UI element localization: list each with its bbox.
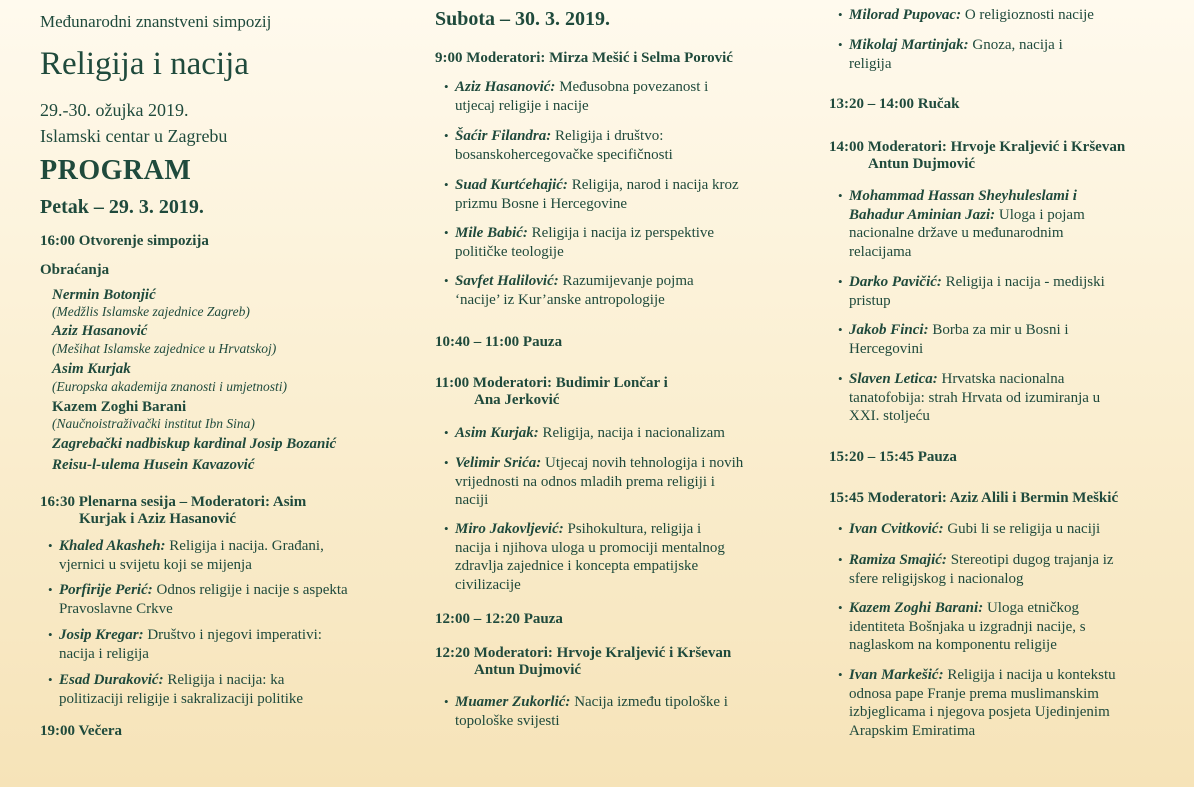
bullet: • [48, 627, 53, 642]
bullet: • [838, 552, 843, 567]
talk-title: Nacija između tipološke i [570, 694, 728, 710]
lunch-time: 13:20 – 14:00 Ručak [829, 96, 960, 112]
speaker-name: Mile Babić: [455, 225, 528, 241]
bullet: • [444, 273, 449, 288]
talk-title-cont: bosanskohercegovačke specifičnosti [455, 146, 673, 163]
bullet: • [48, 672, 53, 687]
talk-title: Društvo i njegovi imperativi: [143, 627, 322, 643]
talk-title: Gubi li se religija u naciji [943, 521, 1101, 537]
speaker-name: Darko Pavičić: [849, 274, 942, 290]
speaker-name: Mikolaj Martinjak: [849, 37, 969, 53]
talk-title: Stereotipi dugog trajanja iz [946, 552, 1114, 568]
talk-title: Borba za mir u Bosni i [928, 322, 1069, 338]
bullet: • [838, 600, 843, 615]
speaker-name: Khaled Akasheh: [59, 538, 166, 554]
talk-item [455, 693, 728, 730]
talk-item [455, 176, 739, 213]
bullet: • [444, 425, 449, 440]
greeter-affiliation: (Medžlis Islamske zajednice Zagreb) [52, 304, 250, 319]
speaker-name: Jakob Finci: [849, 322, 929, 338]
speaker-name: Esad Duraković: [59, 672, 164, 688]
bullet: • [444, 521, 449, 536]
greeter-name: Zagrebački nadbiskup kardinal Josip Bozanić [52, 436, 337, 452]
session-heading [435, 645, 731, 679]
talk-title: Religija i nacija. Građani, [165, 538, 324, 554]
day-heading-friday: Petak – 29. 3. 2019. [40, 196, 204, 218]
talk-item [455, 272, 694, 309]
talk-title-cont: političke teologije [455, 243, 564, 260]
greeter-name: Aziz Hasanović [52, 323, 148, 339]
pause-time: 12:00 – 12:20 Pauza [435, 611, 563, 627]
talk-item [849, 6, 1094, 25]
bullet: • [444, 128, 449, 143]
talk-item [455, 454, 743, 510]
symposium-dates: 29.-30. ožujka 2019. [40, 100, 189, 120]
talk-title-cont: Hercegovini [849, 340, 924, 357]
bullet: • [444, 694, 449, 709]
bullet: • [838, 274, 843, 289]
bullet: • [838, 7, 843, 22]
talk-title: Religija i društvo: [551, 128, 664, 144]
session-heading: 15:45 Moderatori: Aziz Alili i Bermin Meškić [829, 490, 1119, 506]
session-line-1: 14:00 Moderatori: Hrvoje Kraljević i Krševan [829, 139, 1126, 155]
speaker-name: Milorad Pupovac: [849, 7, 962, 23]
talk-item [849, 273, 1105, 310]
talk-title-cont: XXI. stoljeću [849, 408, 930, 424]
talk-title: Međusobna povezanost i [555, 79, 709, 95]
talk-title: O religioznosti nacije [961, 7, 1094, 23]
talk-title: Religija, nacija i nacionalizam [538, 425, 725, 441]
plenary-session-heading [40, 494, 306, 528]
talk-title: Odnos religije i nacije s aspekta [152, 582, 348, 598]
talk-title-cont: ‘nacije’ iz Kur’anske antropologije [455, 291, 665, 308]
bullet: • [444, 455, 449, 470]
pause-time: 15:20 – 15:45 Pauza [829, 449, 957, 465]
greeter-affiliation: (Europska akademija znanosti i umjetnosti) [52, 379, 287, 394]
plenary-line-1: 16:30 Plenarna sesija – Moderatori: Asim [40, 494, 307, 510]
talk-item [849, 321, 1069, 358]
bullet: • [48, 538, 53, 553]
session-line-1: 12:20 Moderatori: Hrvoje Kraljević i Krševan [435, 645, 732, 661]
speaker-name: Ramiza Smajić: [849, 552, 947, 568]
greeter-affiliation: (Naučnoistraživački institut Ibn Sina) [52, 416, 255, 431]
session-line-2: Antun Dujmović [868, 156, 976, 172]
talk-title: Religija i nacija u kontekstu [943, 667, 1116, 683]
session-line-2: Antun Dujmović [474, 662, 582, 678]
talk-title: Religija, narod i nacija kroz [567, 177, 739, 193]
session-heading [435, 375, 668, 409]
speaker-name: Suad Kurtćehajić: [455, 177, 568, 193]
talk-title-cont: vrijednosti na odnos mladih prema religiji i [455, 473, 715, 490]
talk-item [849, 520, 1100, 539]
bullet: • [838, 667, 843, 682]
talk-item [849, 36, 1063, 73]
talk-item [455, 424, 725, 443]
speaker-name: Velimir Srića: [455, 455, 542, 471]
talk-title-cont: Pravoslavne Crkve [59, 600, 173, 617]
greeter-affiliation: (Mešihat Islamske zajednice u Hrvatskoj) [52, 341, 277, 356]
talk-title-cont: nacija i njihova uloga u promociji mentalnog [455, 539, 725, 556]
pause-time: 10:40 – 11:00 Pauza [435, 334, 563, 350]
session-heading: 9:00 Moderatori: Mirza Mešić i Selma Porović [435, 50, 733, 66]
talk-item [59, 537, 324, 574]
bullet: • [838, 521, 843, 536]
talk-title-cont: prizmu Bosne i Hercegovine [455, 195, 628, 212]
symposium-venue: Islamski centar u Zagrebu [40, 126, 228, 146]
greeter-name: Nermin Botonjić [52, 287, 156, 303]
talk-title: Uloga i pojam [995, 206, 1085, 223]
session-heading [829, 139, 1125, 173]
bullet: • [838, 371, 843, 386]
talk-item [849, 551, 1114, 588]
talk-title: Religija i nacija - medijski [941, 274, 1105, 290]
talk-item [849, 370, 1100, 426]
greeter-name: Reisu-l-ulema Husein Kavazović [52, 457, 255, 473]
speaker-name: Savfet Halilović: [455, 273, 559, 289]
talk-title-cont: vjernici u svijetu koji se mijenja [59, 556, 252, 573]
bullet: • [838, 37, 843, 52]
talk-item [455, 127, 673, 164]
dinner-time: 19:00 Večera [40, 723, 123, 739]
speaker-name: Muamer Zukorlić: [455, 694, 571, 710]
talk-title-cont: nacionalne države u međunarodnim [849, 225, 1064, 241]
greeter-name: Kazem Zoghi Barani [52, 399, 187, 415]
speaker-name: Ivan Markešić: [849, 667, 944, 683]
talk-title-cont: politizaciji religije i sakralizaciji politike [59, 690, 304, 707]
speaker-name: Aziz Hasanović: [455, 79, 556, 95]
bullet: • [48, 582, 53, 597]
talk-title: Hrvatska nacionalna [937, 371, 1065, 387]
talk-item [849, 187, 1085, 261]
speaker-name: Asim Kurjak: [455, 425, 539, 441]
talk-title: Gnoza, nacija i [968, 37, 1063, 53]
talk-title-cont: civilizacije [455, 576, 521, 593]
talk-title-cont: tanatofobija: strah Hrvata od izumiranja u [849, 389, 1101, 406]
talk-title-cont: Arapskim Emiratima [849, 722, 976, 739]
bullet: • [444, 177, 449, 192]
plenary-line-2: Kurjak i Aziz Hasanović [79, 511, 237, 527]
bullet: • [444, 225, 449, 240]
talk-title: Utjecaj novih tehnologija i novih [541, 455, 744, 471]
talk-title-cont: naglaskom na komponentu religije [849, 637, 1057, 653]
talk-title-cont: zdravlja zajednice i koncepta empatijske [455, 558, 699, 574]
day-heading-saturday: Subota – 30. 3. 2019. [435, 8, 611, 30]
talk-title-cont: naciji [455, 492, 489, 508]
symposium-subtitle: Međunarodni znanstveni simpozij [40, 12, 272, 31]
greeter-name: Asim Kurjak [52, 361, 131, 377]
talk-item [59, 626, 322, 663]
speaker-name: Bahadur Aminian Jazi: [849, 206, 996, 223]
bullet: • [838, 322, 843, 337]
talk-item [455, 520, 725, 594]
talk-item [455, 224, 714, 261]
talk-title-cont: sfere religijskog i nacionalog [849, 570, 1024, 587]
greetings-label: Obraćanja [40, 262, 110, 278]
talk-title: Psihokultura, religija i [563, 521, 702, 537]
speaker-name: Porfirije Perić: [59, 582, 153, 598]
talk-title-cont: odnosa pape Franje prema muslimanskim [849, 685, 1099, 702]
talk-title-cont: pristup [849, 292, 891, 309]
talk-title-cont: relacijama [849, 243, 912, 260]
talk-title: Religija i nacija iz perspektive [527, 225, 715, 241]
talk-item [849, 666, 1116, 740]
talk-item [59, 581, 348, 618]
talk-title: Razumijevanje pojma [558, 273, 694, 289]
speaker-name: Josip Kregar: [59, 627, 144, 643]
speaker-name: Miro Jakovljević: [455, 521, 564, 537]
talk-title-cont: topološke svijesti [455, 712, 560, 729]
program-heading: PROGRAM [40, 155, 192, 186]
bullet: • [838, 188, 843, 203]
speaker-name: Ivan Cvitković: [849, 521, 944, 537]
talk-title-cont: nacija i religija [59, 645, 149, 662]
opening-time: 16:00 Otvorenje simpozija [40, 233, 209, 249]
speaker-name: Kazem Zoghi Barani: [849, 600, 984, 616]
talk-item [455, 78, 708, 115]
speaker-name: Šaćir Filandra: [455, 128, 552, 144]
talk-title-cont: religija [849, 55, 892, 72]
speaker-name: Mohammad Hassan Sheyhuleslami i [849, 188, 1077, 204]
speaker-name: Slaven Letica: [849, 371, 938, 387]
talk-title: Uloga etničkog [983, 600, 1079, 616]
talk-title-cont: utjecaj religije i nacije [455, 97, 589, 114]
talk-item [59, 671, 303, 708]
symposium-title: Religija i nacija [40, 46, 249, 82]
talk-item [849, 599, 1086, 655]
talk-title-cont: identiteta Bošnjaka u izgradnji nacije, s [849, 618, 1086, 635]
session-line-2: Ana Jerković [474, 392, 560, 408]
talk-title-cont: izbjeglicama i njegova posjeta Ujedinjenim [849, 704, 1110, 720]
talk-title: Religija i nacija: ka [163, 672, 285, 688]
bullet: • [444, 79, 449, 94]
session-line-1: 11:00 Moderatori: Budimir Lončar i [435, 375, 668, 391]
